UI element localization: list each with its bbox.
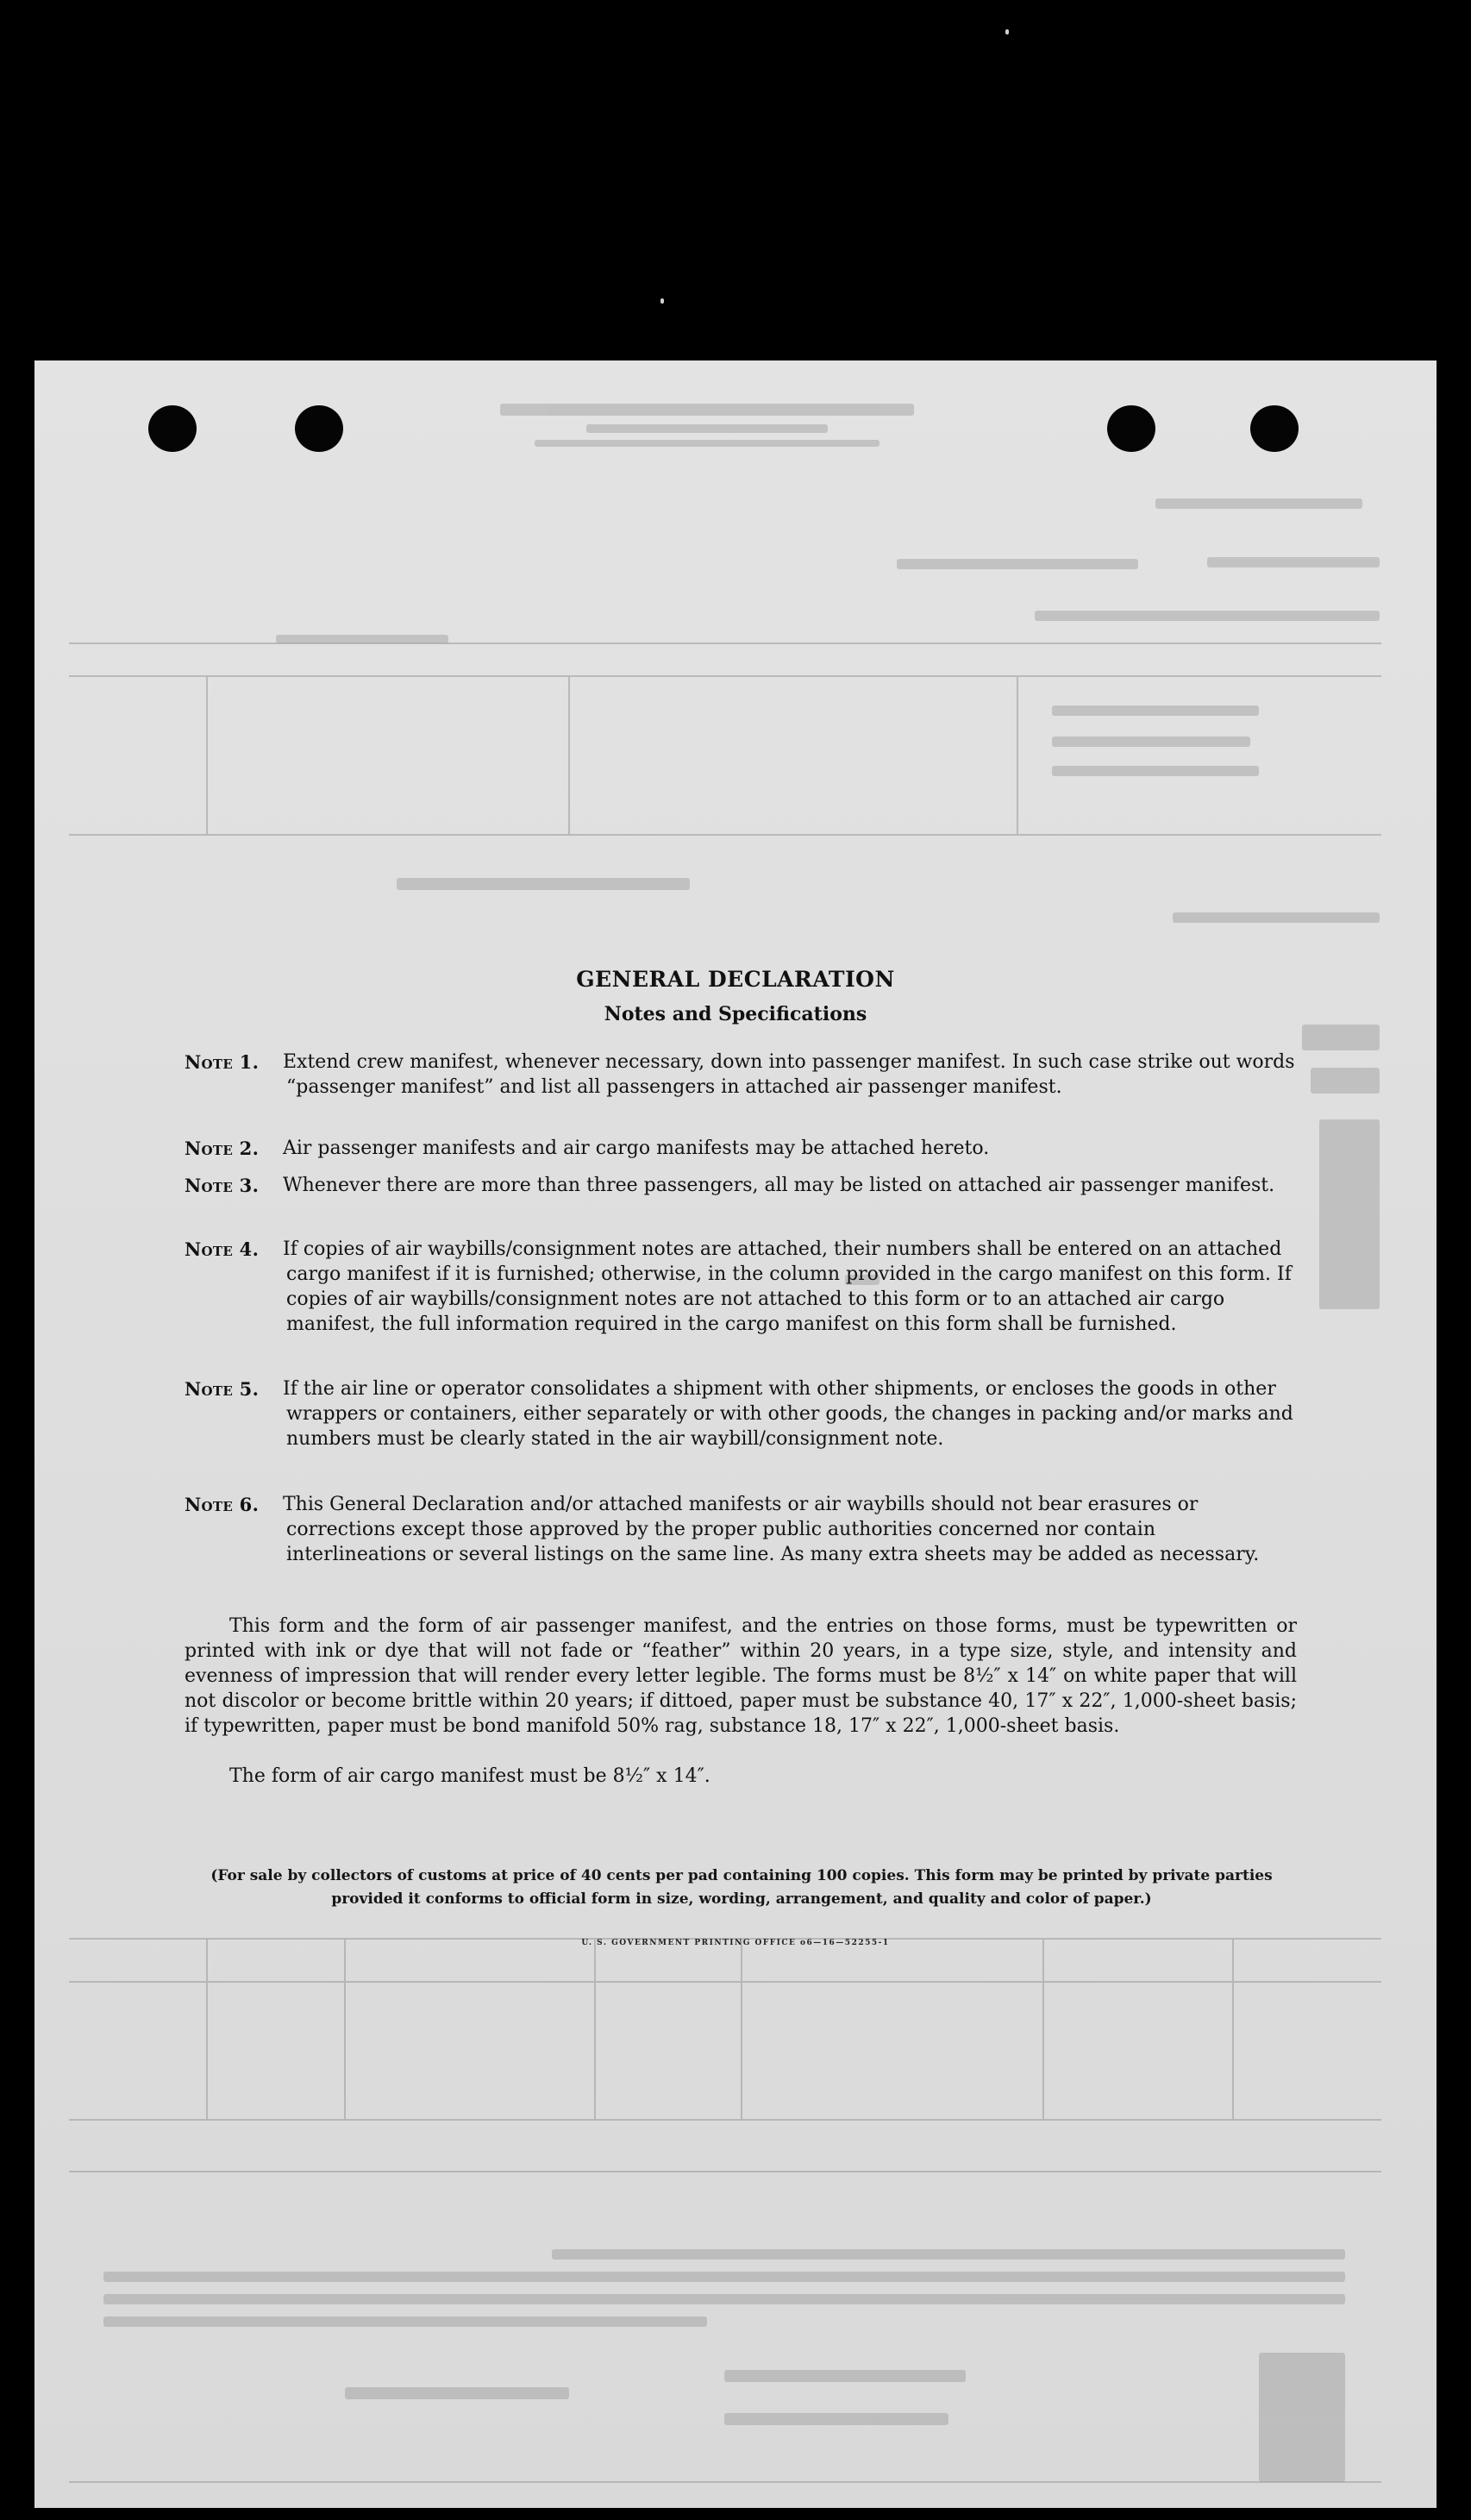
note-text: If the air line or operator consolidates a shipment with other shipments, or encloses the goods in other wrappers or containers, either separately or with other goods, the changes in packing and/or marks and numbers must be clearly stated in the air waybill/consignment note. — [283, 1378, 1293, 1450]
note-text: Extend crew manifest, whenever necessary, down into passenger manifest. In such case strike out words “passenger manifest” and list all passengers in attached air passenger manifest. — [283, 1051, 1295, 1098]
page-title: GENERAL DECLARATION — [576, 967, 895, 992]
note-text: Whenever there are more than three passengers, all may be listed on attached air passenger manifest. — [283, 1175, 1275, 1196]
note-3 — [185, 1173, 1297, 1198]
page-subtitle: Notes and Specifications — [604, 1003, 867, 1025]
note-label: Note 6. — [185, 1494, 260, 1515]
note-label: Note 3. — [185, 1175, 260, 1196]
printing-office-imprint: U. S. GOVERNMENT PRINTING OFFICE o6—16—52255-1 — [581, 1939, 890, 1947]
note-label: Note 1. — [185, 1051, 260, 1073]
scan-speck — [660, 298, 664, 304]
note-label: Note 5. — [185, 1378, 260, 1400]
note-label: Note 2. — [185, 1138, 260, 1159]
notes-and-specifications-text — [34, 360, 1437, 2508]
note-label: Note 4. — [185, 1238, 260, 1260]
note-6 — [185, 1492, 1297, 1567]
note-1 — [185, 1050, 1297, 1100]
note-text: Air passenger manifests and air cargo manifests may be attached hereto. — [283, 1138, 990, 1159]
note-5 — [185, 1376, 1297, 1451]
scan-speck — [1005, 29, 1009, 34]
note-2 — [185, 1136, 1297, 1161]
note-text: If copies of air waybills/consignment notes are attached, their numbers shall be entered on an attached cargo manifest if it is furnished; otherwise, in the column provided in the cargo manifest on this form. If copies of air waybills/consignment notes are not attached to this form or to an attached air cargo manifest, the full information required in the cargo manifest on this form shall be furnished. — [283, 1238, 1292, 1335]
note-4 — [185, 1237, 1297, 1337]
form-specification-paragraph: This form and the form of air passenger manifest, and the entries on those forms, must be typewritten or printed with ink or dye that will not fade or “feather” within 20 years, in a type size, style, and intensity and evenness of impression that will render every letter legible. The forms must be 8½″ x 14″ on white paper that will not discolor or become brittle within 20 years; if dittoed, paper must be substance 40, 17″ x 22″, 1,000-sheet basis; if typewritten, paper must be bond manifold 50% rag, substance 18, 17″ x 22″, 1,000-sheet basis. — [185, 1615, 1297, 1737]
cargo-form-sentence: The form of air cargo manifest must be 8½″ x 14″. — [229, 1765, 710, 1787]
sale-notice: (For sale by collectors of customs at price of 40 cents per pad containing 100 copies. This form may be printed by private parties provided it conforms to official form in size, wording, arrangement, and quality and color of paper.) — [210, 1867, 1273, 1908]
note-text: This General Declaration and/or attached manifests or air waybills should not bear erasures or corrections except those approved by the proper public authorities concerned nor contain interlineations or several listings on the same line. As many extra sheets may be added as necessary. — [283, 1494, 1260, 1565]
document-page — [34, 360, 1437, 2508]
